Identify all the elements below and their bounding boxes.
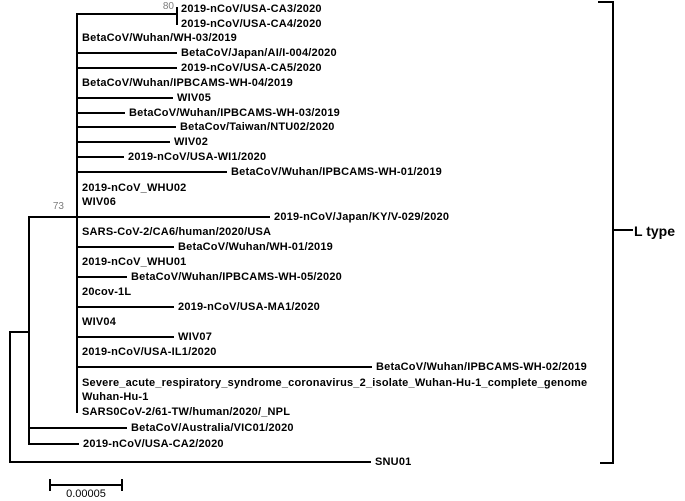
branch-line (76, 276, 127, 278)
clade-bracket-bottom (600, 462, 614, 464)
taxon-label: BetaCoV/Australia/VIC01/2020 (131, 422, 294, 434)
scale-bar-line (49, 484, 123, 486)
bootstrap-value: 73 (52, 201, 64, 212)
taxon-label: Severe_acute_respiratory_syndrome_coronavirus_2_isolate_Wuhan-Hu-1_complete_genome (82, 377, 588, 389)
taxon-label: 2019-nCoV/USA-WI1/2020 (128, 151, 267, 163)
taxon-label: BetaCoV/Wuhan/IPBCAMS-WH-02/2019 (376, 361, 587, 373)
taxon-label: BetaCov/Taiwan/NTU02/2020 (180, 121, 335, 133)
branch-line (76, 336, 174, 338)
taxon-label: Wuhan-Hu-1 (82, 391, 149, 403)
taxon-label: 2019-nCoV/USA-CA3/2020 (181, 3, 322, 15)
taxon-label: 2019-nCoV_WHU02 (82, 182, 187, 194)
taxon-label: 2019-nCoV/USA-MA1/2020 (178, 301, 320, 313)
taxon-label: 2019-nCoV/USA-CA5/2020 (181, 62, 322, 74)
taxon-label: 2019-nCoV/Japan/KY/V-029/2020 (274, 211, 450, 223)
taxon-label: SARS0CoV-2/61-TW/human/2020/_NPL (82, 406, 291, 418)
tree-structure-line (9, 331, 30, 333)
branch-line (28, 443, 79, 445)
taxon-label: BetaCoV/Wuhan/IPBCAMS-WH-01/2019 (231, 166, 442, 178)
branch-line (76, 216, 270, 218)
tree-structure-line (28, 216, 78, 218)
taxon-label: 2019-nCoV/USA-CA2/2020 (83, 438, 224, 450)
branch-line (76, 141, 170, 143)
taxon-label: 2019-nCoV/USA-CA4/2020 (181, 18, 322, 30)
branch-line (76, 52, 177, 54)
taxon-label: BetaCoV/Wuhan/WH-01/2019 (178, 241, 333, 253)
branch-line (76, 366, 372, 368)
branch-line (76, 156, 124, 158)
clade-bracket-notch (612, 229, 633, 231)
scale-bar-label: 0.00005 (66, 488, 106, 500)
taxon-label: WIV06 (82, 196, 117, 208)
branch-line (9, 461, 371, 463)
branch-line (76, 306, 174, 308)
tree-structure-line (176, 7, 178, 25)
tree-structure-line (76, 13, 78, 413)
taxon-label: WIV05 (177, 92, 212, 104)
taxon-label: WIV04 (82, 316, 117, 328)
taxon-label: BetaCoV/Wuhan/IPBCAMS-WH-04/2019 (82, 77, 293, 89)
taxon-label: SARS-CoV-2/CA6/human/2020/USA (82, 226, 272, 238)
taxon-label: WIV02 (174, 136, 209, 148)
tree-structure-line (9, 331, 11, 463)
taxon-label: WIV07 (178, 331, 213, 343)
bootstrap-value: 80 (162, 1, 174, 12)
taxon-label: SNU01 (375, 456, 412, 468)
branch-line (28, 427, 127, 429)
branch-line (76, 112, 125, 114)
clade-bracket-vertical (612, 1, 614, 464)
taxon-label: 20cov-1L (82, 286, 132, 298)
clade-label: L type (634, 223, 675, 239)
taxon-label: BetaCoV/Wuhan/IPBCAMS-WH-03/2019 (129, 107, 340, 119)
taxon-label: 2019-nCoV_WHU01 (82, 256, 187, 268)
tree-structure-line (76, 13, 178, 15)
taxon-label: BetaCoV/Wuhan/IPBCAMS-WH-05/2020 (131, 271, 342, 283)
taxon-label: 2019-nCoV/USA-IL1/2020 (82, 346, 217, 358)
taxon-label: BetaCoV/Wuhan/WH-03/2019 (82, 32, 237, 44)
branch-line (76, 97, 173, 99)
taxon-label: BetaCoV/Japan/AI/I-004/2020 (181, 47, 337, 59)
branch-line (76, 67, 177, 69)
branch-line (76, 171, 227, 173)
branch-line (76, 246, 174, 248)
branch-line (76, 126, 176, 128)
